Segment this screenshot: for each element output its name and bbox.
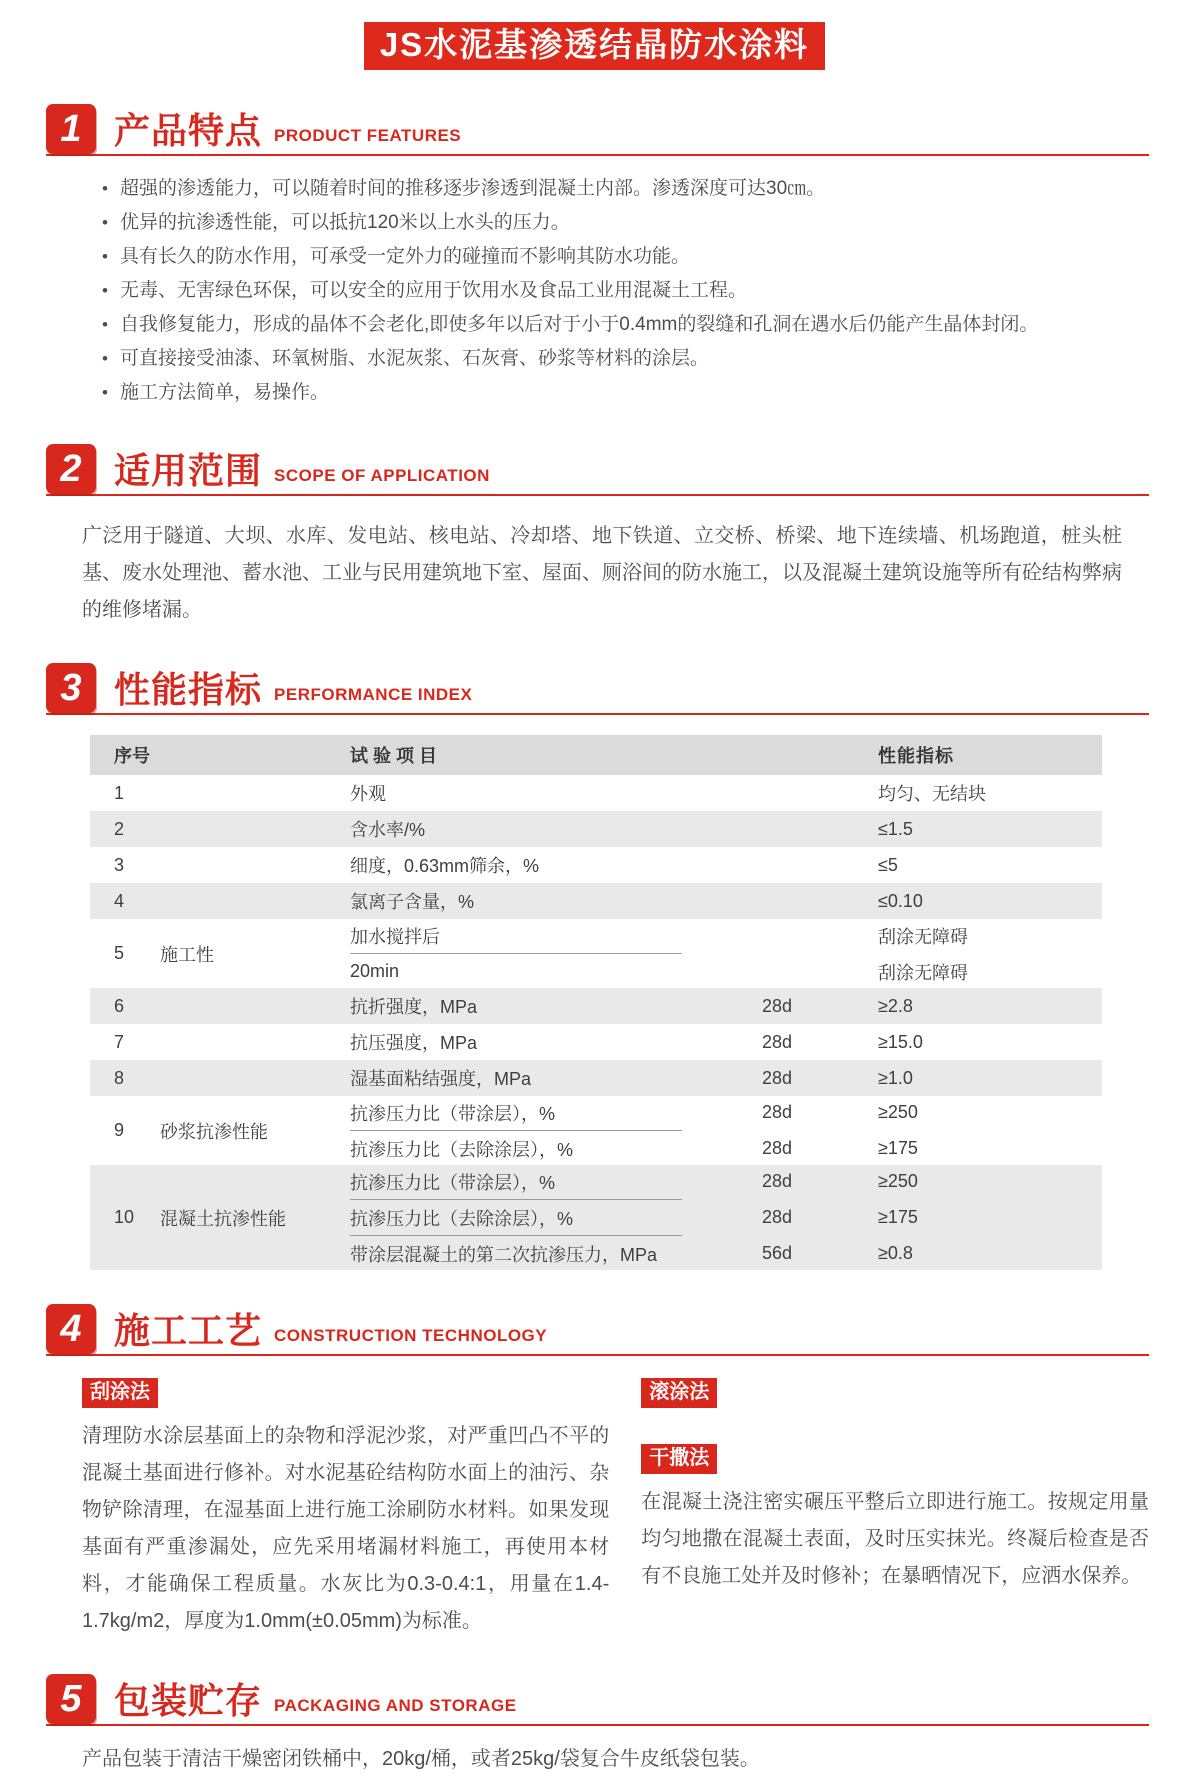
column-header-no: 序号: [114, 746, 150, 767]
row-number-cell: 6: [114, 995, 125, 1016]
table-sub-row: [350, 1060, 1102, 1096]
scope-paragraph: 广泛用于隧道、大坝、水库、发电站、核电站、冷却塔、地下铁道、立交桥、桥梁、地下连续墙、机场跑道，桩头桩基、废水处理池、蓄水池、工业与民用建筑地下室、屋面、厕浴间的防水施工，以及混凝土建筑设施等所有砼结构弊病的维修堵漏。: [82, 525, 1122, 622]
index-value-cell: ≥15.0: [878, 1031, 923, 1052]
table-sub-row: [350, 1024, 1102, 1060]
test-item-cell: 抗压强度，MPa: [350, 1033, 478, 1054]
construction-method: [641, 1378, 1149, 1408]
index-value-cell: ≤5: [878, 854, 898, 875]
table-row: [90, 883, 1102, 919]
section-title: 施工工艺: [114, 1310, 263, 1352]
row-number-cell: 9: [114, 1120, 125, 1141]
row-number-cell: 5: [114, 943, 125, 964]
row-group-cell: 施工性: [160, 944, 214, 965]
index-value-cell: 刮涂无障碍: [878, 926, 968, 947]
row-items: [350, 1024, 1102, 1060]
section-subtitle: PERFORMANCE INDEX: [274, 685, 473, 705]
row-group-cell: 砂浆抗渗性能: [160, 1121, 268, 1142]
method-description: 在混凝土浇注密实碾压平整后立即进行施工。按规定用量均匀地撒在混凝土表面，及时压实抹光。终凝后检查是否有不良施工处并及时修补；在暴晒情况下，应洒水保养。: [641, 1491, 1149, 1588]
sub-row-divider: [350, 1130, 682, 1131]
row-group-cell: [160, 775, 350, 811]
feature-bullet-item: • 无毒、无害绿色环保，可以安全的应用于饮用水及食品工业用混凝土工程。: [102, 274, 1149, 308]
construction-column-left: [82, 1378, 609, 1640]
age-cell: 56d: [762, 1243, 793, 1264]
index-value-cell: 均匀、无结块: [878, 784, 986, 805]
section-number-badge: 5: [46, 1674, 96, 1724]
index-value-cell: 刮涂无障碍: [878, 962, 968, 983]
product-title-banner: JS水泥基渗透结晶防水涂料: [364, 22, 825, 70]
index-value-cell: ≤0.10: [878, 890, 923, 911]
section-number-badge: 2: [46, 444, 96, 494]
test-item-cell: 抗渗压力比（带涂层），%: [350, 1172, 556, 1193]
method-description: 清理防水涂层基面上的杂物和浮泥沙浆，对严重凹凸不平的混凝土基面进行修补。对水泥基砼结构防水面上的油污、杂物铲除清理，在湿基面上进行施工涂刷防水材料。如果发现基面有严重渗漏处，应先采用堵漏材料施工，再使用本材料，才能确保工程质量。水灰比为0.3-0.4:1，用量在1.4-1.7kg/m2，厚度为1.0mm(±0.05mm)为标准。: [82, 1425, 610, 1633]
row-number-cell: 3: [114, 854, 125, 875]
test-item-cell: 抗渗压力比（去除涂层），%: [350, 1208, 574, 1229]
section-number-badge: 1: [46, 104, 96, 154]
test-item-cell: 湿基面粘结强度，MPa: [350, 1069, 532, 1090]
section-number-badge: 4: [46, 1304, 96, 1354]
table-sub-row: [350, 847, 1102, 883]
row-group-cell: [160, 811, 350, 847]
column-header-index: 性能指标: [878, 746, 954, 767]
row-number-cell: 4: [114, 890, 125, 911]
table-row: [90, 1096, 1102, 1165]
construction-method: [82, 1378, 609, 1640]
test-item-cell: 含水率/%: [350, 820, 426, 841]
performance-table: [90, 735, 1102, 1270]
row-items: [350, 811, 1102, 847]
test-item-cell: 20min: [350, 961, 400, 982]
table-sub-row: [350, 775, 1102, 811]
feature-bullet-item: • 可直接接受油漆、环氧树脂、水泥灰浆、石灰膏、砂浆等材料的涂层。: [102, 342, 1149, 376]
table-sub-row: [350, 883, 1102, 919]
feature-bullet-item: • 具有长久的防水作用，可承受一定外力的碰撞而不影响其防水功能。: [102, 240, 1149, 274]
index-value-cell: ≥175: [878, 1207, 918, 1228]
page-header: [0, 0, 1189, 70]
table-row: [90, 988, 1102, 1024]
section-header-construction: [46, 1304, 1149, 1356]
performance-table-body: [90, 775, 1102, 1270]
table-sub-row: [350, 1201, 1102, 1234]
test-item-cell: 抗渗压力比（带涂层），%: [350, 1103, 556, 1124]
section-title: 性能指标: [114, 669, 263, 711]
construction-columns: [46, 1378, 1149, 1640]
section-header-performance: [46, 663, 1149, 715]
test-item-cell: 氯离子含量，%: [350, 892, 475, 913]
row-group-cell: [160, 883, 350, 919]
age-cell: 28d: [762, 1067, 793, 1088]
section-title: 适用范围: [114, 450, 263, 492]
index-value-cell: ≥1.0: [878, 1067, 913, 1088]
age-cell: 28d: [762, 1171, 793, 1192]
sub-row-divider: [350, 1235, 682, 1236]
test-item-cell: 加水搅拌后: [350, 926, 440, 947]
feature-bullet-item: • 超强的渗透能力，可以随着时间的推移逐步渗透到混凝土内部。渗透深度可达30㎝。: [102, 172, 1149, 206]
index-value-cell: ≥0.8: [878, 1243, 913, 1264]
table-row: [90, 1165, 1102, 1270]
row-group-cell: [160, 988, 350, 1024]
section-subtitle: PACKAGING AND STORAGE: [274, 1696, 517, 1716]
sub-row-divider: [350, 1199, 682, 1200]
test-item-cell: 抗渗压力比（去除涂层），%: [350, 1139, 574, 1160]
row-number-cell: 8: [114, 1067, 125, 1088]
method-name-badge: 刮涂法: [82, 1378, 158, 1408]
section-header-scope: [46, 444, 1149, 496]
test-item-cell: 带涂层混凝土的第二次抗渗压力，MPa: [350, 1244, 658, 1265]
row-items: [350, 1060, 1102, 1096]
index-value-cell: ≥2.8: [878, 995, 913, 1016]
section-title: 产品特点: [114, 110, 263, 152]
section-subtitle: PRODUCT FEATURES: [274, 126, 462, 146]
performance-table-header: [90, 735, 1102, 775]
row-group-cell: [160, 1024, 350, 1060]
section-title: 包装贮存: [114, 1680, 263, 1722]
age-cell: 28d: [762, 1138, 793, 1159]
section-header-packaging: [46, 1674, 1149, 1726]
table-row: [90, 1024, 1102, 1060]
feature-bullet-item: • 施工方法简单，易操作。: [102, 376, 1149, 410]
section-subtitle: CONSTRUCTION TECHNOLOGY: [274, 1326, 548, 1346]
table-row: [90, 811, 1102, 847]
row-number-cell: 7: [114, 1031, 125, 1052]
feature-bullet-list: [102, 172, 1149, 410]
table-row: [90, 775, 1102, 811]
row-items: [350, 1165, 1102, 1270]
table-sub-row: [350, 955, 1102, 988]
feature-bullet-item: • 自我修复能力，形成的晶体不会老化,即使多年以后对于小于0.4mm的裂缝和孔洞在遇水后仍能产生晶体封闭。: [102, 308, 1149, 342]
test-item-cell: 外观: [350, 784, 386, 805]
row-items: [350, 883, 1102, 919]
section-subtitle: SCOPE OF APPLICATION: [274, 466, 490, 486]
test-item-cell: 抗折强度，MPa: [350, 997, 478, 1018]
index-value-cell: ≥250: [878, 1171, 918, 1192]
packaging-paragraph: 产品包装于清洁干燥密闭铁桶中，20kg/桶，或者25kg/袋复合牛皮纸袋包装。: [82, 1748, 760, 1771]
table-sub-row: [350, 1132, 1102, 1165]
age-cell: 28d: [762, 995, 793, 1016]
row-items: [350, 775, 1102, 811]
section-header-features: [46, 104, 1149, 156]
sub-row-divider: [350, 953, 682, 954]
row-items: [350, 919, 1102, 988]
age-cell: 28d: [762, 1031, 793, 1052]
row-group-cell: [160, 847, 350, 883]
test-item-cell: 细度，0.63mm筛余，%: [350, 856, 540, 877]
age-cell: 28d: [762, 1102, 793, 1123]
construction-column-right: [641, 1378, 1149, 1640]
row-number-cell: 10: [114, 1207, 135, 1228]
column-header-item: 试验项目: [350, 746, 442, 767]
feature-bullet-item: • 优异的抗渗透性能，可以抵抗120米以上水头的压力。: [102, 206, 1149, 240]
table-sub-row: [350, 1165, 1102, 1198]
construction-method: [641, 1444, 1149, 1595]
row-number-cell: 2: [114, 818, 125, 839]
table-sub-row: [350, 1237, 1102, 1270]
table-sub-row: [350, 1096, 1102, 1129]
table-row: [90, 847, 1102, 883]
row-group-cell: [160, 1060, 350, 1096]
method-name-badge: 干撒法: [641, 1444, 717, 1474]
index-value-cell: ≥175: [878, 1138, 918, 1159]
row-group-cell: 混凝土抗渗性能: [160, 1208, 286, 1229]
table-sub-row: [350, 919, 1102, 952]
table-sub-row: [350, 811, 1102, 847]
row-items: [350, 988, 1102, 1024]
section-number-badge: 3: [46, 663, 96, 713]
index-value-cell: ≤1.5: [878, 818, 913, 839]
index-value-cell: ≥250: [878, 1102, 918, 1123]
table-row: [90, 919, 1102, 988]
table-sub-row: [350, 988, 1102, 1024]
row-number-cell: 1: [114, 782, 125, 803]
row-items: [350, 847, 1102, 883]
age-cell: 28d: [762, 1207, 793, 1228]
table-row: [90, 1060, 1102, 1096]
row-items: [350, 1096, 1102, 1165]
method-name-badge: 滚涂法: [641, 1378, 717, 1408]
